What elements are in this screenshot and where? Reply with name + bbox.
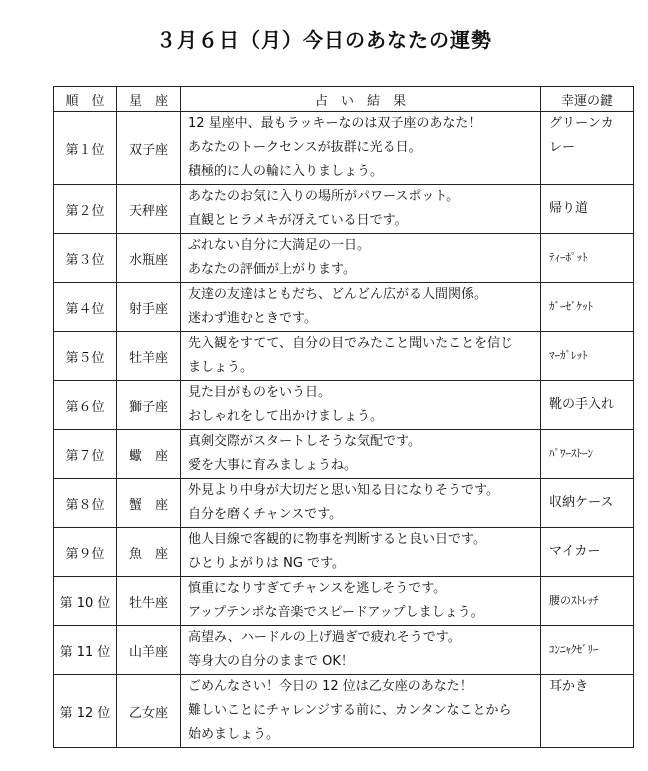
rank-cell: 第１位	[54, 112, 117, 185]
lucky-key-cell	[541, 283, 634, 332]
result-line: 慎重になりすぎてチャンスを逃しそうです。	[188, 581, 447, 596]
sign-cell: 牡牛座	[117, 577, 181, 626]
sign-cell: 蠍 座	[117, 430, 181, 479]
lucky-key-cell	[541, 430, 634, 479]
result-line: 難しいことにチャレンジする前に、カンタンなことから	[188, 703, 512, 718]
result-line: 高望み、ハードルの上げ過ぎで疲れそうです。	[188, 630, 461, 645]
sign-cell: 魚 座	[117, 528, 181, 577]
header-lucky-key: 幸運の鍵	[541, 87, 634, 112]
sign-cell: 射手座	[117, 283, 181, 332]
result-cell	[181, 626, 541, 675]
lucky-key-line: 耳かき	[549, 679, 589, 694]
rank-cell: 第９位	[54, 528, 117, 577]
result-cell	[181, 283, 541, 332]
lucky-key-line: ｺﾝﾆｬｸｾﾞﾘｰ	[549, 643, 599, 656]
lucky-key-line: ﾃｨｰﾎﾟｯﾄ	[549, 251, 588, 264]
result-cell	[181, 675, 541, 748]
result-cell	[181, 234, 541, 283]
rank-cell: 第４位	[54, 283, 117, 332]
result-line: 自分を磨くチャンスです。	[188, 507, 343, 522]
sign-cell: 乙女座	[117, 675, 181, 748]
table-row	[54, 185, 634, 234]
lucky-key-line: ｶﾞｰｾﾞｹｯﾄ	[549, 300, 593, 313]
header-result: 占 い 結 果	[181, 87, 541, 112]
lucky-key-line: マイカー	[549, 544, 601, 559]
table-row	[54, 675, 634, 748]
result-cell	[181, 381, 541, 430]
table-row	[54, 332, 634, 381]
sign-cell: 水瓶座	[117, 234, 181, 283]
lucky-key-line: レー	[549, 140, 576, 155]
result-line: 直観とヒラメキが冴えている日です。	[188, 213, 408, 228]
result-line: 愛を大事に育みましょうね。	[188, 458, 358, 473]
result-line: 積極的に人の輪に入りましょう。	[188, 164, 384, 179]
table-row	[54, 381, 634, 430]
lucky-key-cell	[541, 479, 634, 528]
result-line: 他人目線で客観的に物事を判断すると良い日です。	[188, 532, 486, 547]
rank-cell: 第８位	[54, 479, 117, 528]
page-title: ３月６日（月）今日のあなたの運勢	[156, 28, 492, 52]
lucky-key-cell	[541, 112, 634, 185]
result-line: 始めましょう。	[188, 727, 280, 742]
lucky-key-line: 帰り道	[549, 201, 589, 216]
table-row	[54, 283, 634, 332]
lucky-key-line: ﾊﾟﾜｰｽﾄｰﾝ	[549, 447, 593, 460]
lucky-key-cell	[541, 234, 634, 283]
rank-cell: 第 11 位	[54, 626, 117, 675]
lucky-key-cell	[541, 675, 634, 748]
table-row	[54, 112, 634, 185]
result-line: 真剣交際がスタートしそうな気配です。	[188, 434, 421, 449]
lucky-key-line: グリーンカ	[549, 116, 614, 131]
rank-cell: 第５位	[54, 332, 117, 381]
sign-cell: 獅子座	[117, 381, 181, 430]
result-line: あなたのトークセンスが抜群に光る日。	[188, 140, 422, 155]
result-cell	[181, 430, 541, 479]
sign-cell: 牡羊座	[117, 332, 181, 381]
result-line: 等身大の自分のままで OK！	[188, 654, 354, 669]
lucky-key-cell	[541, 577, 634, 626]
result-cell	[181, 112, 541, 185]
lucky-key-cell	[541, 626, 634, 675]
rank-cell: 第６位	[54, 381, 117, 430]
table-row	[54, 430, 634, 479]
header-sign: 星 座	[117, 87, 181, 112]
rank-cell: 第７位	[54, 430, 117, 479]
result-line: あなたのお気に入りの場所がパワースポット。	[188, 189, 460, 204]
header-rank: 順 位	[54, 87, 117, 112]
result-line: ごめんなさい！今日の 12 位は乙女座のあなた！	[188, 679, 473, 694]
table-row	[54, 626, 634, 675]
result-cell	[181, 577, 541, 626]
sign-cell: 双子座	[117, 112, 181, 185]
lucky-key-line: ﾏｰｶﾞﾚｯﾄ	[549, 349, 588, 362]
result-line: ましょう。	[188, 360, 254, 375]
result-line: 友達の友達はともだち、どんどん広がる人間関係。	[188, 287, 488, 302]
result-line: 外見より中身が大切だと思い知る日になりそうです。	[188, 483, 499, 498]
sign-cell: 天秤座	[117, 185, 181, 234]
result-line: アップテンポな音楽でスピードアップしましょう。	[188, 605, 484, 620]
result-cell	[181, 479, 541, 528]
rank-cell: 第 10 位	[54, 577, 117, 626]
result-cell	[181, 332, 541, 381]
result-line: おしゃれをして出かけましょう。	[188, 409, 384, 424]
result-line: ひとりよがりは NG です。	[188, 556, 346, 571]
result-line: 見た目がものをいう日。	[188, 385, 332, 400]
table-header-row	[54, 87, 634, 112]
table-row	[54, 528, 634, 577]
lucky-key-cell	[541, 381, 634, 430]
rank-cell: 第 12 位	[54, 675, 117, 748]
lucky-key-cell	[541, 332, 634, 381]
result-line: 先入観をすてて、自分の目でみたこと聞いたことを信じ	[188, 336, 514, 351]
result-line: ぶれない自分に大満足の一日。	[188, 238, 371, 253]
result-line: 迷わず進むときです。	[188, 311, 317, 326]
result-cell	[181, 528, 541, 577]
horoscope-table	[53, 86, 634, 748]
result-cell	[181, 185, 541, 234]
table-row	[54, 577, 634, 626]
lucky-key-cell	[541, 185, 634, 234]
lucky-key-line: 靴の手入れ	[549, 397, 615, 412]
table-row	[54, 479, 634, 528]
lucky-key-line: 収納ケース	[549, 495, 614, 510]
sign-cell: 山羊座	[117, 626, 181, 675]
lucky-key-cell	[541, 528, 634, 577]
lucky-key-line: 腰のｽﾄﾚｯﾁ	[549, 594, 599, 607]
result-line: あなたの評価が上がります。	[188, 262, 356, 277]
sign-cell: 蟹 座	[117, 479, 181, 528]
table-row	[54, 234, 634, 283]
rank-cell: 第２位	[54, 185, 117, 234]
result-line: 12 星座中、最もラッキーなのは双子座のあなた！	[188, 116, 482, 131]
rank-cell: 第３位	[54, 234, 117, 283]
